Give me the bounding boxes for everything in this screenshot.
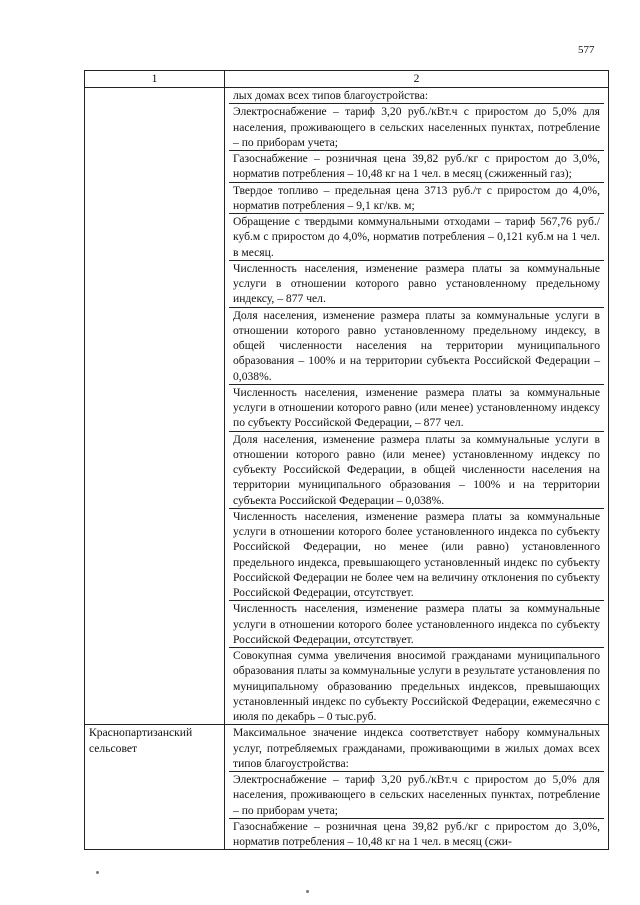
scan-speck [96,871,99,874]
table-header-row [85,71,609,88]
column-header-1: 1 [85,71,225,88]
column-header-2: 2 [225,71,609,88]
paragraph: Электроснабжение – тариф 3,20 руб./кВт.ч с приростом до 5,0% для населения, проживающего в сельских населенных пунктах, потребление – по приборам учета; [229,104,604,151]
paragraph: Электроснабжение – тариф 3,20 руб./кВт.ч с приростом до 5,0% для населения, проживающего в сельских населенных пунктах, потребление – по приборам учета; [229,772,604,819]
paragraph: Газоснабжение – розничная цена 39,82 руб./кг с приростом до 3,0%, норматив потребления – 10,48 кг на 1 чел. в месяц (сжиженный газ); [229,151,604,183]
paragraph: Численность населения, изменение размера платы за коммунальные услуги в отношении которого более установленного индекса по субъекту Российской Федерации, отсутствует. [229,601,604,648]
content-cell [225,88,609,725]
paragraph: Доля населения, изменение размера платы за коммунальные услуги в отношении которого равно (или менее) установленному индексу по субъекту Российской Федерации, в общей численности населения на территории муниципального образования – 100% и на территории субъекта Российской Федерации – 0,038%. [229,432,604,509]
paragraph: Обращение с твердыми коммунальными отходами – тариф 567,76 руб./куб.м с приростом до 4,0%, норматив потребления – 0,121 куб.м на 1 чел. в месяц. [229,214,604,261]
paragraph: Твердое топливо – предельная цена 3713 руб./т с приростом до 4,0%, норматив потребления – 9,1 кг/кв. м; [229,183,604,215]
municipality-cell: Краснопартизанский сельсовет [85,725,225,850]
paragraph: Совокупная сумма увеличения вносимой гражданами муниципального образования платы за коммунальные услуги в результате установления по муниципальному образованию предельных индексов, превышающих установленный индекс по субъекту Российской Федерации, ежемесячно с июля по декабрь – 0 тыс.руб. [233,649,600,723]
page-number: 577 [578,44,595,56]
table-row [85,88,609,725]
table-row [85,725,609,850]
paragraph: Газоснабжение – розничная цена 39,82 руб./кг с приростом до 3,0%, норматив потребления – 10,48 кг на 1 чел. в месяц (сжи- [233,819,600,848]
paragraph: Численность населения, изменение размера платы за коммунальные услуги в отношении которого более установленного индекса по субъекту Российской Федерации, но менее (или равно) установленного предельного индекса, превышающего установленный индекс по субъекту Российской Федерации не более чем на величину отклонения по субъекту Российской Федерации, отсутствует. [229,509,604,602]
paragraph: Численность населения, изменение размера платы за коммунальные услуги в отношении которого равно установленному предельному индексу, – 877 чел. [229,261,604,308]
paragraph: Максимальное значение индекса соответствует набору коммунальных услуг, потребляемых гражданами, проживающими в жилых домах всех типов благоустройства: [229,725,604,772]
paragraph: лых домах всех типов благоустройства: [229,88,604,104]
scan-speck [306,890,309,893]
content-cell [225,725,609,850]
paragraph: Численность населения, изменение размера платы за коммунальные услуги в отношении которого равно (или менее) установленному индексу по субъекту Российской Федерации, – 877 чел. [229,385,604,432]
document-table [84,70,609,850]
paragraph: Доля населения, изменение размера платы за коммунальные услуги в отношении которого равно установленному предельному индексу, в общей численности населения на территории муниципального образования – 100% и на территории субъекта Российской Федерации – 0,038%. [229,308,604,385]
municipality-cell [85,88,225,725]
